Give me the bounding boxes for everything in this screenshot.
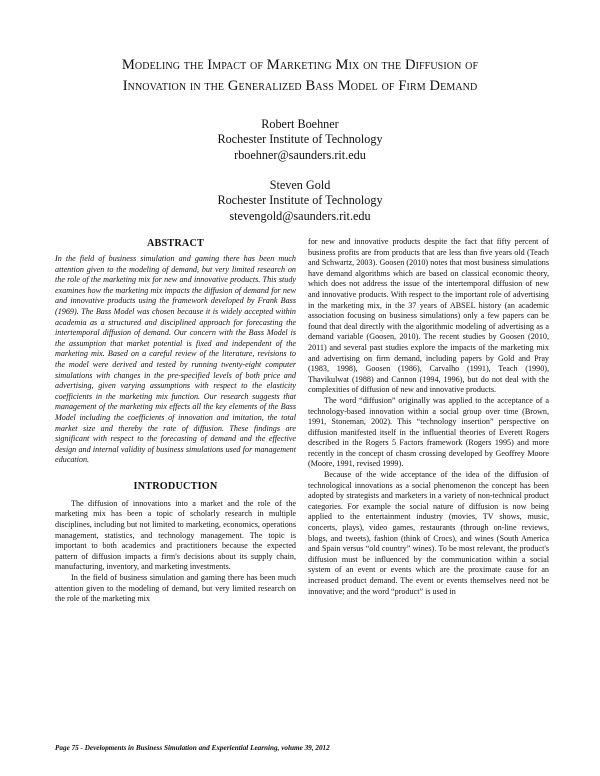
paper-title [40, 55, 560, 97]
author-name: Robert Boehner [261, 117, 339, 131]
abstract-heading: ABSTRACT [146, 238, 205, 249]
author-block-1 [0, 117, 600, 163]
author-affiliation: Rochester Institute of Technology [217, 193, 383, 208]
body-paragraph-diffusion: The word “diffusion” originally was applied to the acceptance of a technology-based innovation within a social group over time (Brown, 1991, Stoneman, 2002). This “technology insertion” perspective on diffusion manifested itself in the influential theories of Everett Rogers described in the Rogers 5 Factors framework (Rogers 1995) and more recently in the concept of chasm crossing developed by Geoffrey Moore (Moore, 1991, revised 1999). [308, 395, 549, 469]
author-email: rboehner@saunders.rit.edu [234, 147, 366, 162]
right-column [308, 237, 549, 597]
title-line-1: Modeling the Impact of Marketing Mix on the Diffusion of [121, 57, 479, 73]
body-paragraph-acceptance: Because of the wide acceptance of the idea of the diffusion of technological innovations as a social phenomenon the concept has been adopted by strategists and marketers in a variety of non-technical product categories. For example the social nature of diffusion is now being applied to the entertainment industry (movies, TV shows, music, concerts, plays), video games, restaurants (through on-line reviews, blogs, and tweets), fashion (think of Crocs), and wines (South America and Spain versus “old country” wines). To be most relevant, the product's diffusion must be influenced by the communication within a social system of an event or events which are the proximate cause for an increased product demand. The event or events themselves need not be innovative; and the word “product” is used in [308, 470, 549, 596]
author-name: Steven Gold [269, 178, 331, 192]
intro-paragraph-1: The diffusion of innovations into a market and the role of the marketing mix has been a topic of scholarly research in multiple disciplines, including but not limited to marketing, economics, operations management, statistics, and technology management. The topic is important to both academics and practitioners because the expected pattern of diffusion impacts a firm's decisions about its supply chain, manufacturing, inventory, and marketing investments. [55, 498, 296, 572]
author-affiliation: Rochester Institute of Technology [217, 132, 383, 147]
abstract-text: In the field of business simulation and gaming there has been much attention given to the modeling of demand, but very limited research on the role of the marketing mix for new and innovative products. This study examines how the marketing mix impacts the diffusion of demand for new and innovative products using the framework developed by Frank Bass (1969). The Bass Model was chosen because it is widely accepted within academia as a structured and disciplined approach for forecasting the intertemporal diffusion of demand. Our concern with the Bass Model is the assumption that market potential is fixed and independent of the marketing mix. Based on a careful review of the literature, revisions to the model were derived and tested by running twenty-eight computer simulations with changes in the pre-specified levels of both price and advertising, given varying assumptions with respect to the elasticity coefficients in the marketing mix function. Our research suggests that management of the marketing mix effects all the key elements of the Bass Model including the coefficients of innovation and imitation, the total market size and thereby the rate of diffusion. These findings are significant with respect to the forecasting of demand and the effective design and internal validity of business simulations used for management education. [55, 254, 296, 465]
intro-paragraph-2: In the field of business simulation and gaming there has been much attention given to the modeling of demand, but very limited research on the role of the marketing mix [55, 573, 296, 604]
left-column [55, 237, 296, 605]
author-block-2 [0, 178, 600, 224]
introduction-heading: INTRODUCTION [133, 480, 218, 492]
title-line-2: Innovation in the Generalized Bass Model of Firm Demand [122, 78, 478, 94]
body-paragraph-continued: for new and innovative products despite the fact that fifty percent of business profits are from products that are less than five years old (Teach and Schwartz, 2003). Goosen (2010) notes that most business simulations have demand algorithms which are based on classical economic theory, which does not address the issue of the intertemporal diffusion of new and innovative products. With respect to the important role of advertising in the marketing mix, in the 37 years of ABSEL history (an academic association focusing on business simulations) only a few papers can be found that deal directly with the algorithmic modeling of advertising as a demand variable (Goosen, 2010). The recent studies by Goosen (2010, 2011) and several past studies explore the impacts of the marketing mix and advertising on firm demand, including papers by Gold and Pray (1983, 1998), Goosen (1986), Carvalho (1991), Teach (1990), Thavikulwat (1988) and Cannon (1994, 1996), but do not deal with the complexities of diffusion of new and innovative products. [308, 237, 549, 395]
author-email: stevengold@saunders.rit.edu [229, 208, 371, 223]
page-footer: Page 75 - Developments in Business Simulation and Experiential Learning, volume 39, 2012 [55, 744, 330, 752]
